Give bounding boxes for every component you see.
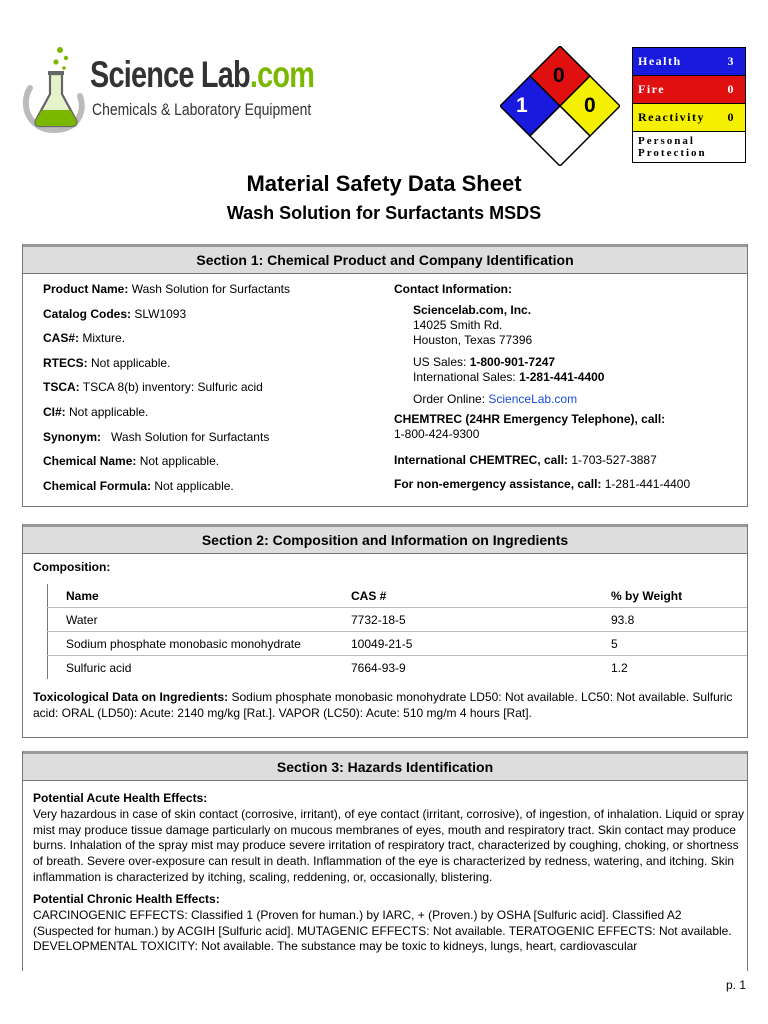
field-synonym: Synonym: Wash Solution for Surfactants	[43, 429, 270, 444]
hmis-reactivity-row: Reactivity 0	[633, 104, 745, 132]
field-ci: CI#: Not applicable.	[43, 404, 149, 419]
toxicological-data: Toxicological Data on Ingredients: Sodium phosphate monobasic monohydrate LD50: Not available. LC50: Not available. Sulfuric acid: ORAL (LD50): Acute: 2140 mg/kg [Rat.]. VAPOR (LC50): Acute: 510 mg/m 4 hours [Rat].	[33, 690, 733, 720]
table-row: Water 7732-18-5 93.8	[48, 608, 748, 632]
table-row: Sodium phosphate monobasic monohydrate 10049-21-5 5	[48, 632, 748, 656]
field-catalog-codes: Catalog Codes: SLW1093	[43, 306, 187, 321]
chronic-health-effects: Potential Chronic Health Effects: CARCINOGENIC EFFECTS: Classified 1 (Proven for human.) by IARC, + (Proven.) by OSHA [Sulfuric acid]. Classified A2 (Suspected for human.) by ACGIH [Sulfuric acid]. MUTAGENIC EFFECTS: Not available. TERATOGENIC EFFECTS: Not available. DEVELOPMENTAL TOXICITY: Not available. The substance may be toxic to kidneys, lungs, heart, cardiovascular	[33, 892, 732, 954]
flask-icon	[20, 44, 90, 134]
page-number: p. 1	[725, 978, 746, 992]
section-3-heading: Section 3: Hazards Identification	[23, 751, 747, 781]
contact-information	[394, 282, 690, 492]
field-tsca: TSCA: TSCA 8(b) inventory: Sulfuric acid	[43, 380, 263, 395]
international-chemtrec: International CHEMTREC, call: 1-703-527-3887	[394, 453, 657, 467]
logo-tagline: Chemicals & Laboratory Equipment	[92, 100, 312, 119]
document-subtitle: Wash Solution for Surfactants MSDS	[226, 203, 542, 223]
column-header-cas: CAS #	[333, 584, 593, 608]
company-city: Houston, Texas 77396	[413, 333, 533, 347]
nfpa-diamond	[500, 46, 620, 166]
sciencelab-logo	[20, 44, 315, 134]
composition-label: Composition:	[33, 560, 111, 574]
field-chemical-name: Chemical Name: Not applicable.	[43, 454, 220, 469]
international-sales: International Sales: 1-281-441-4400	[413, 370, 605, 384]
logo-wordmark: Science Lab.com	[90, 54, 315, 95]
section-2-heading: Section 2: Composition and Information on Ingredients	[23, 524, 747, 554]
column-header-weight: % by Weight	[593, 584, 747, 608]
company-street: 14025 Smith Rd.	[413, 318, 503, 332]
order-online: Order Online: ScienceLab.com	[413, 392, 578, 406]
section-1	[22, 244, 748, 507]
field-chemical-formula: Chemical Formula: Not applicable.	[43, 478, 234, 493]
table-row: Sulfuric acid 7664-93-9 1.2	[66, 660, 628, 675]
sciencelab-link[interactable]: ScienceLab.com	[488, 392, 578, 406]
us-sales: US Sales: 1-800-901-7247	[413, 355, 556, 369]
field-cas: CAS#: Mixture.	[43, 331, 126, 346]
non-emergency: For non-emergency assistance, call: 1-281-441-4400	[394, 477, 691, 491]
document-title: Material Safety Data Sheet	[246, 171, 522, 196]
hmis-fire-row: Fire 0	[633, 76, 745, 104]
hmis-label	[632, 47, 746, 163]
nfpa-right: 0	[584, 94, 596, 117]
section-2	[22, 524, 748, 738]
product-fields	[43, 282, 290, 503]
nfpa-left: 1	[516, 94, 528, 117]
company-name: Sciencelab.com, Inc.	[413, 303, 532, 317]
nfpa-health-top: 0	[553, 64, 565, 87]
field-rtecs: RTECS: Not applicable.	[43, 355, 171, 370]
contact-heading: Contact Information:	[394, 282, 512, 296]
column-header-name: Name	[48, 584, 334, 608]
section-3	[22, 751, 748, 971]
hmis-personal-protection: Personal Protection	[638, 135, 707, 159]
chemtrec-label: CHEMTREC (24HR Emergency Telephone), call:	[394, 412, 666, 426]
field-product-name: Product Name: Wash Solution for Surfactants	[43, 282, 290, 296]
hmis-health-row: Health 3	[633, 48, 745, 76]
composition-table	[47, 584, 747, 679]
table-header-row	[48, 584, 748, 608]
section-1-heading: Section 1: Chemical Product and Company Identification	[23, 244, 747, 274]
chemtrec-phone: 1-800-424-9300	[394, 427, 480, 441]
acute-health-effects: Potential Acute Health Effects: Very hazardous in case of skin contact (corrosive, irritant), of eye contact (irritant, corrosive), of ingestion, of inhalation. Liquid or spray mist may produce tissue damage particularly on mucous membranes of eyes, mouth and respiratory tract. Skin contact may produce burns. Inhalation of the spray mist may produce severe irritation of respiratory tract, characterized by coughing, choking, or shortness of breath. Severe over-exposure can result in death. Inflammation of the eye is characterized by redness, watering, and itching. Skin inflammation is characterized by itching, scaling, reddening, or, occasionally, blistering.	[33, 791, 744, 884]
